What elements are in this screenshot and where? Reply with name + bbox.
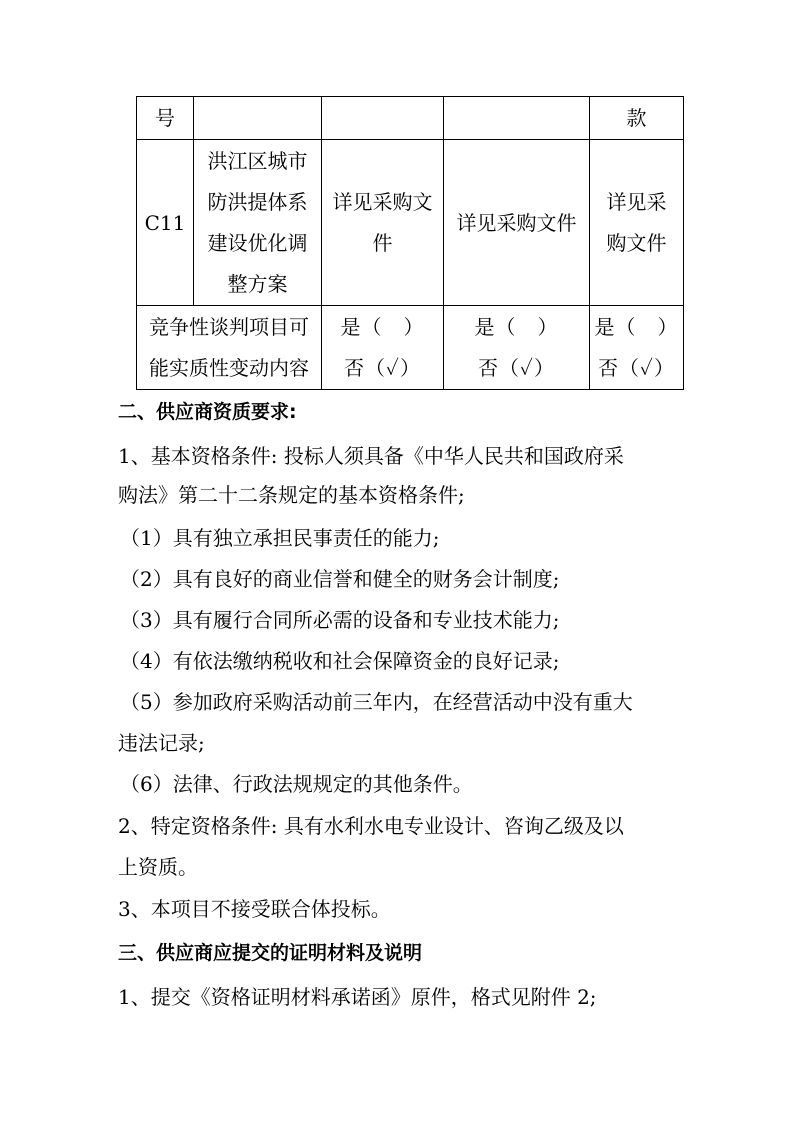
section-3-heading: 三、供应商应提交的证明材料及说明 — [118, 942, 423, 964]
yes-option: 是（ ） — [474, 314, 559, 339]
item-col5 — [590, 140, 684, 306]
col3-line: 件 — [372, 230, 393, 255]
basic-qualification-line2: 购法》第二十二条规定的基本资格条件; — [118, 483, 465, 507]
qualification-item-1: （1）具有独立承担民事责任的能力; — [120, 526, 440, 550]
change-choice-col3 — [322, 306, 444, 390]
header-cell-empty — [322, 97, 444, 140]
qualification-item-4: （4）有依法缴纳税收和社会保障资金的良好记录; — [120, 649, 560, 673]
item-name-line: 洪江区城市 — [207, 148, 308, 173]
header-cell-empty — [194, 97, 322, 140]
qualification-item-5-line1: （5）参加政府采购活动前三年内，在经营活动中没有重大 — [120, 690, 633, 714]
col5-line: 购文件 — [606, 230, 667, 255]
no-option-checked: 否（✓） — [598, 355, 675, 380]
change-label-line: 能实质性变动内容 — [149, 355, 309, 380]
item-name-line: 防洪提体系 — [207, 189, 308, 214]
change-label-line: 竞争性谈判项目可 — [149, 314, 309, 339]
submission-item-1: 1、提交《资格证明材料承诺函》原件，格式见附件 2; — [118, 985, 597, 1009]
specific-qualification-line2: 上资质。 — [118, 855, 198, 879]
change-choice-col4 — [444, 306, 590, 390]
item-name-line: 建设优化调 — [207, 230, 308, 255]
qualification-item-2: （2）具有良好的商业信誉和健全的财务会计制度; — [120, 567, 560, 591]
col3-line: 详见采购文 — [332, 189, 433, 214]
header-cell-empty — [444, 97, 590, 140]
basic-qualification-line1: 1、基本资格条件: 投标人须具备《中华人民共和国政府采 — [118, 444, 624, 468]
table-row-change — [137, 306, 684, 390]
change-label — [137, 306, 322, 390]
change-choice-col5 — [590, 306, 684, 390]
qualification-item-5-line2: 违法记录; — [118, 731, 205, 755]
section-2-heading: 二、供应商资质要求: — [118, 401, 297, 423]
table-row-c11 — [137, 140, 684, 306]
item-name — [194, 140, 322, 306]
item-col4: 详见采购文件 — [444, 140, 590, 306]
no-option-checked: 否（✓） — [478, 355, 555, 380]
header-cell-number: 号 — [137, 97, 194, 140]
item-col3 — [322, 140, 444, 306]
item-code: C11 — [137, 140, 194, 306]
table-row-header — [137, 97, 684, 140]
item-name-line: 整方案 — [227, 271, 288, 296]
col5-line: 详见采 — [606, 189, 667, 214]
header-cell-clause: 款 — [590, 97, 684, 140]
qualification-item-3: （3）具有履行合同所必需的设备和专业技术能力; — [120, 608, 560, 632]
yes-option: 是（ ） — [594, 314, 679, 339]
no-option-checked: 否（✓） — [344, 355, 421, 380]
qualification-item-6: （6）法律、行政法规规定的其他条件。 — [120, 772, 473, 796]
yes-option: 是（ ） — [340, 314, 425, 339]
procurement-table — [136, 96, 684, 390]
consortium-note: 3、本项目不接受联合体投标。 — [118, 897, 391, 921]
specific-qualification-line1: 2、特定资格条件: 具有水利水电专业设计、咨询乙级及以 — [118, 814, 624, 838]
